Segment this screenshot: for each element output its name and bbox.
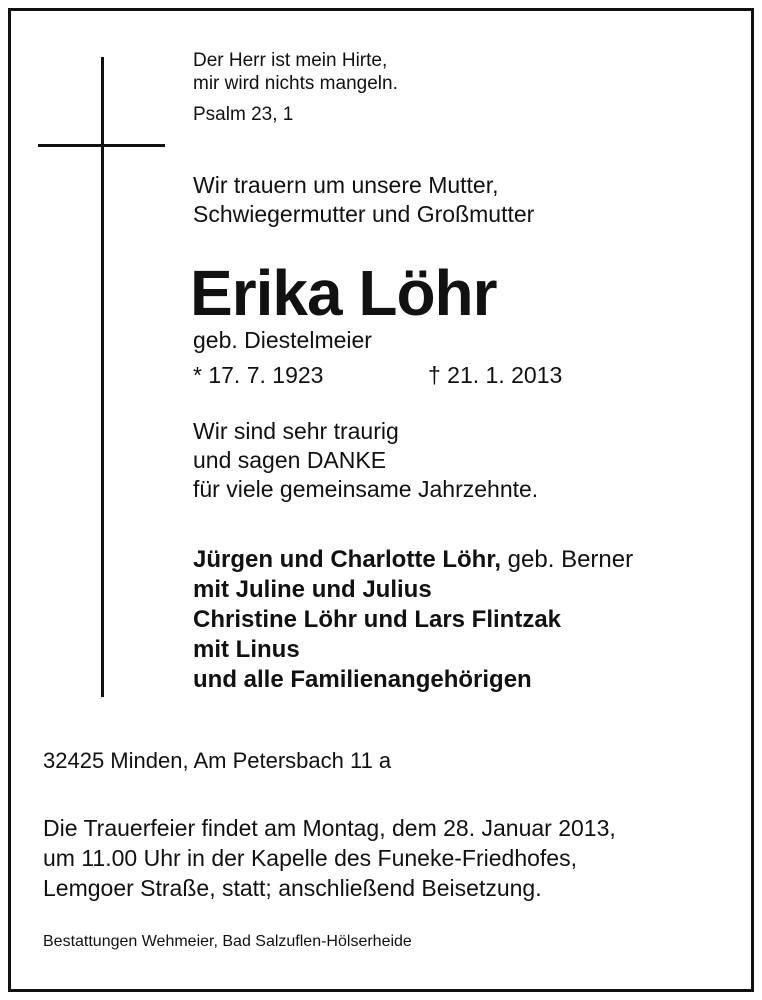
thanks-line-3: für viele gemeinsame Jahrzehnte. [193, 476, 539, 502]
cross-vertical-bar [101, 57, 104, 697]
mourner-line-5 [193, 666, 633, 696]
birth-name: geb. Diestelmeier [193, 327, 372, 353]
mourner-line-3-text: Christine Löhr und Lars Flintzak [193, 606, 562, 633]
mourner-line-4 [193, 636, 633, 666]
death-date: † 21. 1. 2013 [428, 362, 563, 388]
psalm-line-1: Der Herr ist mein Hirte, [193, 50, 388, 71]
mourner-line-2-text: mit Juline und Julius [193, 576, 432, 603]
mourner-line-3 [193, 606, 633, 636]
mourner-line-5-text: und alle Familienangehörigen [193, 666, 532, 693]
funeral-service-info [43, 815, 616, 905]
undertaker-credit: Bestattungen Wehmeier, Bad Salzuflen-Hölserheide [43, 933, 412, 950]
psalm-reference: Psalm 23, 1 [193, 104, 294, 125]
deceased-name: Erika Löhr [190, 257, 497, 329]
mourner-line-1-nee: geb. Berner [501, 546, 634, 573]
thanks-line-2: und sagen DANKE [193, 447, 387, 473]
service-line-1: Die Trauerfeier findet am Montag, dem 28. Januar 2013, [43, 815, 616, 841]
mourner-line-1-names: Jürgen und Charlotte Löhr, [193, 546, 502, 573]
mourning-intro [193, 172, 534, 230]
mourner-line-4-text: mit Linus [193, 636, 300, 663]
psalm-quote [193, 50, 398, 127]
service-line-3: Lemgoer Straße, statt; anschließend Beisetzung. [43, 875, 542, 901]
psalm-line-2: mir wird nichts mangeln. [193, 73, 398, 94]
intro-line-2: Schwiegermutter und Großmutter [193, 201, 535, 227]
mourners-list [193, 546, 633, 696]
mourner-line-2 [193, 576, 633, 606]
thanks-text [193, 418, 538, 505]
family-address: 32425 Minden, Am Petersbach 11 a [43, 748, 392, 773]
mourner-line-1 [193, 546, 633, 576]
intro-line-1: Wir trauern um unsere Mutter, [193, 172, 499, 198]
thanks-line-1: Wir sind sehr traurig [193, 418, 399, 444]
cross-horizontal-bar [38, 144, 165, 147]
service-line-2: um 11.00 Uhr in der Kapelle des Funeke-Friedhofes, [43, 845, 577, 871]
birth-date: * 17. 7. 1923 [193, 362, 324, 388]
